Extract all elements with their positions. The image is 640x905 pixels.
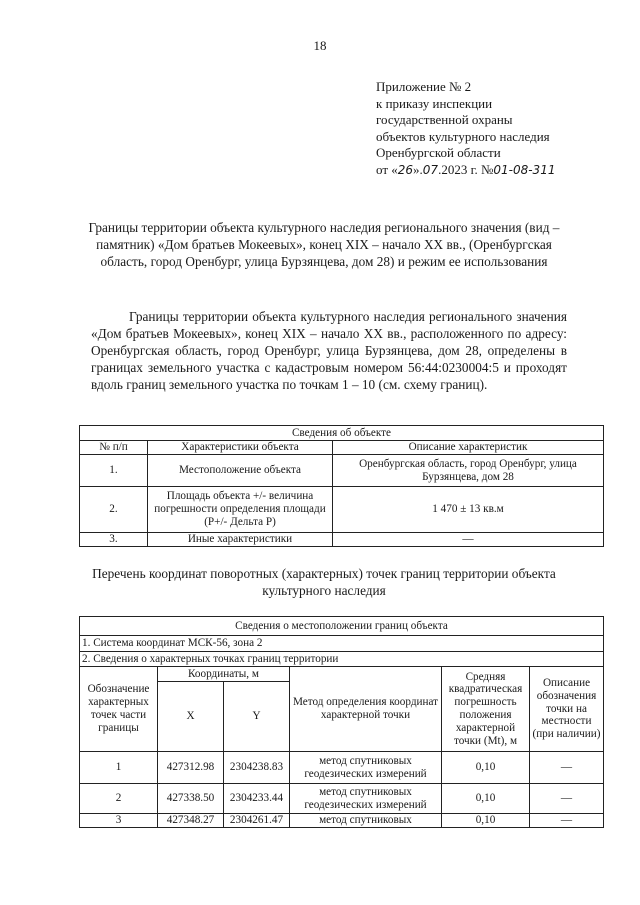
point-y: 2304261.47 [224, 814, 290, 828]
boundary-paragraph: Границы территории объекта культурного наследия регионального значения «Дом братьев Мокеевых», конец XIX – начало XX вв., расположенного по адресу: Оренбургская область, город Оренбург, улица Бурзянцева, дом 28, определены в границах земельного участка с кадастровым номером 56:44:0230004:5 и проходят вдоль границ земельного участка по точкам 1 – 10 (см. схему границ). [91, 309, 567, 392]
header-y: Y [224, 682, 290, 752]
row-number: 2. [80, 487, 148, 533]
point-x: 427348.27 [158, 814, 224, 828]
point-desc: — [530, 814, 604, 828]
header-designation: Обозначение характерных точек части границы [80, 667, 158, 752]
date-month: 07 [422, 162, 439, 177]
row-description: — [333, 533, 604, 547]
row-description: Оренбургская область, город Оренбург, улица Бурзянцева, дом 28 [333, 455, 604, 487]
row-characteristic: Местоположение объекта [148, 455, 333, 487]
point-error: 0,10 [442, 784, 530, 814]
date-year: .2023 г. № [438, 161, 494, 177]
point-x: 427338.50 [158, 784, 224, 814]
table-row [80, 814, 604, 828]
object-table-caption: Сведения об объекте [80, 426, 604, 441]
point-desc: — [530, 784, 604, 814]
point-y: 2304233.44 [224, 784, 290, 814]
row-number: 1. [80, 455, 148, 487]
point-y: 2304238.83 [224, 752, 290, 784]
document-title: Границы территории объекта культурного наследия регионального значения (вид – памятник) «Дом братьев Мокеевых», конец XIX – начало XX вв., (Оренбургская область, город Оренбург, улица Бурзянцева, дом 28) и режим ее использования [88, 220, 560, 269]
point-id: 2 [80, 784, 158, 814]
appendix-line: к приказу инспекции [376, 95, 493, 111]
row-description: 1 470 ± 13 кв.м [333, 487, 604, 533]
coord-table-caption: Сведения о местоположении границ объекта [80, 617, 604, 636]
header-method: Метод определения координат характерной точки [290, 667, 442, 752]
header-cell: Характеристики объекта [148, 441, 333, 455]
appendix-line: Оренбургской области [376, 145, 501, 161]
point-error: 0,10 [442, 814, 530, 828]
header-x: X [158, 682, 224, 752]
date-mid: ». [413, 161, 423, 177]
table-row [80, 752, 604, 784]
table-row [80, 784, 604, 814]
header-cell: Описание характеристик [333, 441, 604, 455]
appendix-line: Приложение № 2 [376, 79, 472, 94]
point-method: метод спутниковых [290, 814, 442, 828]
point-error: 0,10 [442, 752, 530, 784]
date-day: 26 [397, 162, 414, 177]
points-caption: 2. Сведения о характерных точках границ территории [80, 652, 604, 667]
header-cell: № п/п [80, 441, 148, 455]
point-id: 3 [80, 814, 158, 828]
date-prefix: от « [376, 161, 398, 177]
appendix-line: государственной охраны [376, 112, 513, 128]
appendix-block [376, 79, 555, 179]
table-row [80, 533, 604, 547]
coordinates-table [79, 616, 604, 828]
table-row [80, 455, 604, 487]
header-error: Средняя квадратическая погрешность положения характерной точки (Mt), м [442, 667, 530, 752]
point-desc: — [530, 752, 604, 784]
coordinates-title: Перечень координат поворотных (характерных) точек границ территории объекта культурного наследия [92, 566, 556, 598]
point-method: метод спутниковых геодезических измерений [290, 784, 442, 814]
appendix-line: объектов культурного наследия [376, 128, 550, 144]
table-row [80, 487, 604, 533]
coord-system: 1. Система координат МСК-56, зона 2 [80, 636, 604, 652]
row-characteristic: Площадь объекта +/- величина погрешности определения площади (P+/- Дельта P) [148, 487, 333, 533]
row-number: 3. [80, 533, 148, 547]
header-description: Описание обозначения точки на местности (при наличии) [530, 667, 604, 752]
order-number: 01-08-311 [493, 162, 556, 177]
page-number: 18 [313, 38, 327, 53]
header-coordinates: Координаты, м [158, 667, 290, 682]
point-x: 427312.98 [158, 752, 224, 784]
row-characteristic: Иные характеристики [148, 533, 333, 547]
appendix-date-line [376, 162, 555, 179]
point-method: метод спутниковых геодезических измерений [290, 752, 442, 784]
object-info-table [79, 425, 604, 547]
point-id: 1 [80, 752, 158, 784]
